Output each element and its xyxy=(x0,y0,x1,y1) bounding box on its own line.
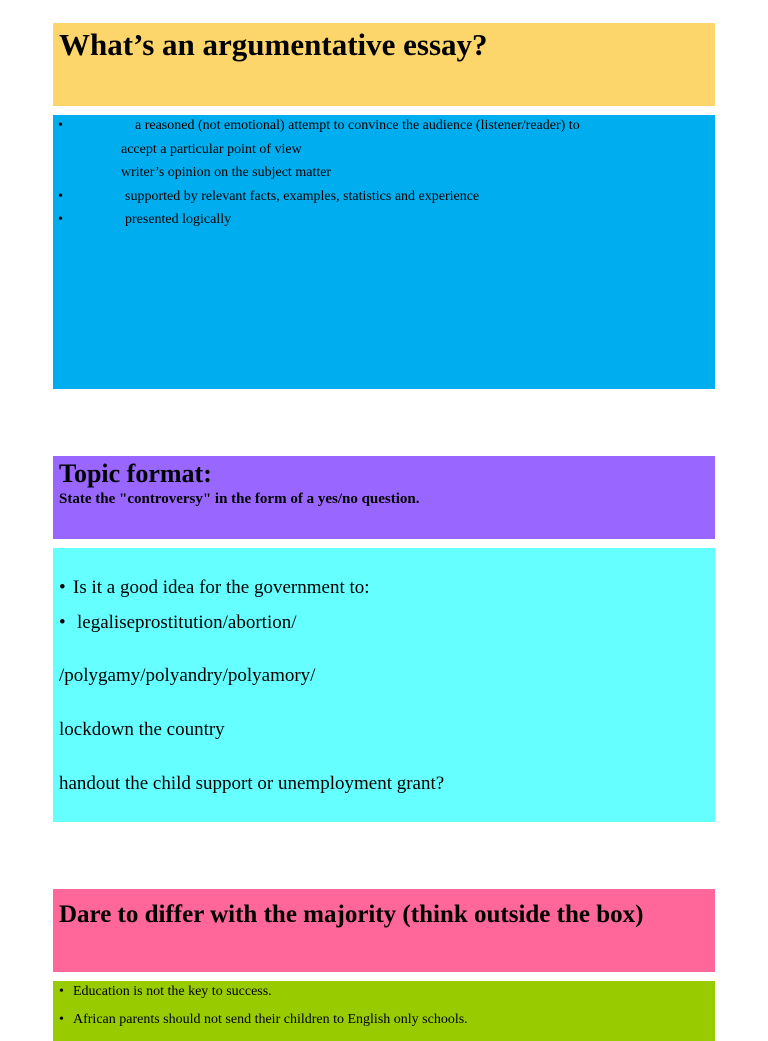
slide-title-topic-format: Topic format: xyxy=(59,459,212,488)
slide-title-dare-to-differ: Dare to differ with the majority (think outside the box) xyxy=(59,901,644,928)
bullet-icon: • xyxy=(59,611,66,633)
list-item-text: supported by relevant facts, examples, statistics and experience xyxy=(125,188,480,204)
bullet-icon: • xyxy=(59,577,66,598)
list-item-text: African parents should not send their children to English only schools. xyxy=(73,1011,468,1027)
slide-title-argumentative: What’s an argumentative essay? xyxy=(59,27,488,62)
list-item-text: Education is not the key to success. xyxy=(73,984,272,999)
list-item xyxy=(59,576,709,611)
slide-title-box-topic-format xyxy=(53,456,715,539)
list-item-text: presented logically xyxy=(125,212,232,227)
topic-examples-box xyxy=(53,548,715,822)
list-item xyxy=(58,163,715,187)
list-item xyxy=(59,983,709,1011)
list-item-text: writer’s opinion on the subject matter xyxy=(121,165,332,180)
slide-title-box-dare-to-differ xyxy=(53,889,715,972)
paragraph: /polygamy/polyandry/polyamory/ xyxy=(59,665,316,686)
list-item xyxy=(59,1011,709,1039)
list-item xyxy=(58,116,715,140)
bullet-icon: • xyxy=(59,984,64,999)
list-item xyxy=(59,611,709,646)
list-item-text: Is it a good idea for the government to: xyxy=(73,577,370,598)
bullet-icon: • xyxy=(59,1011,64,1027)
list-item xyxy=(58,140,715,164)
slide-subtitle: State the "controversy" in the form of a yes/no question. xyxy=(59,491,420,507)
bullet-icon: • xyxy=(58,212,63,227)
slide-title-box-argumentative xyxy=(53,23,715,106)
bullet-icon: • xyxy=(58,118,63,133)
examples-list-box xyxy=(53,981,715,1041)
bullet-icon: • xyxy=(58,188,63,204)
list-item xyxy=(58,187,715,211)
list-item xyxy=(58,210,715,234)
list-item-text: legaliseprostitution/abortion/ xyxy=(77,611,297,633)
definition-list-box xyxy=(53,115,715,389)
list-item-text: accept a particular point of view xyxy=(121,141,302,157)
paragraph: lockdown the country xyxy=(59,719,225,740)
paragraph: handout the child support or unemployment grant? xyxy=(59,773,445,794)
list-item-text: a reasoned (not emotional) attempt to convince the audience (listener/reader) to xyxy=(135,118,580,133)
